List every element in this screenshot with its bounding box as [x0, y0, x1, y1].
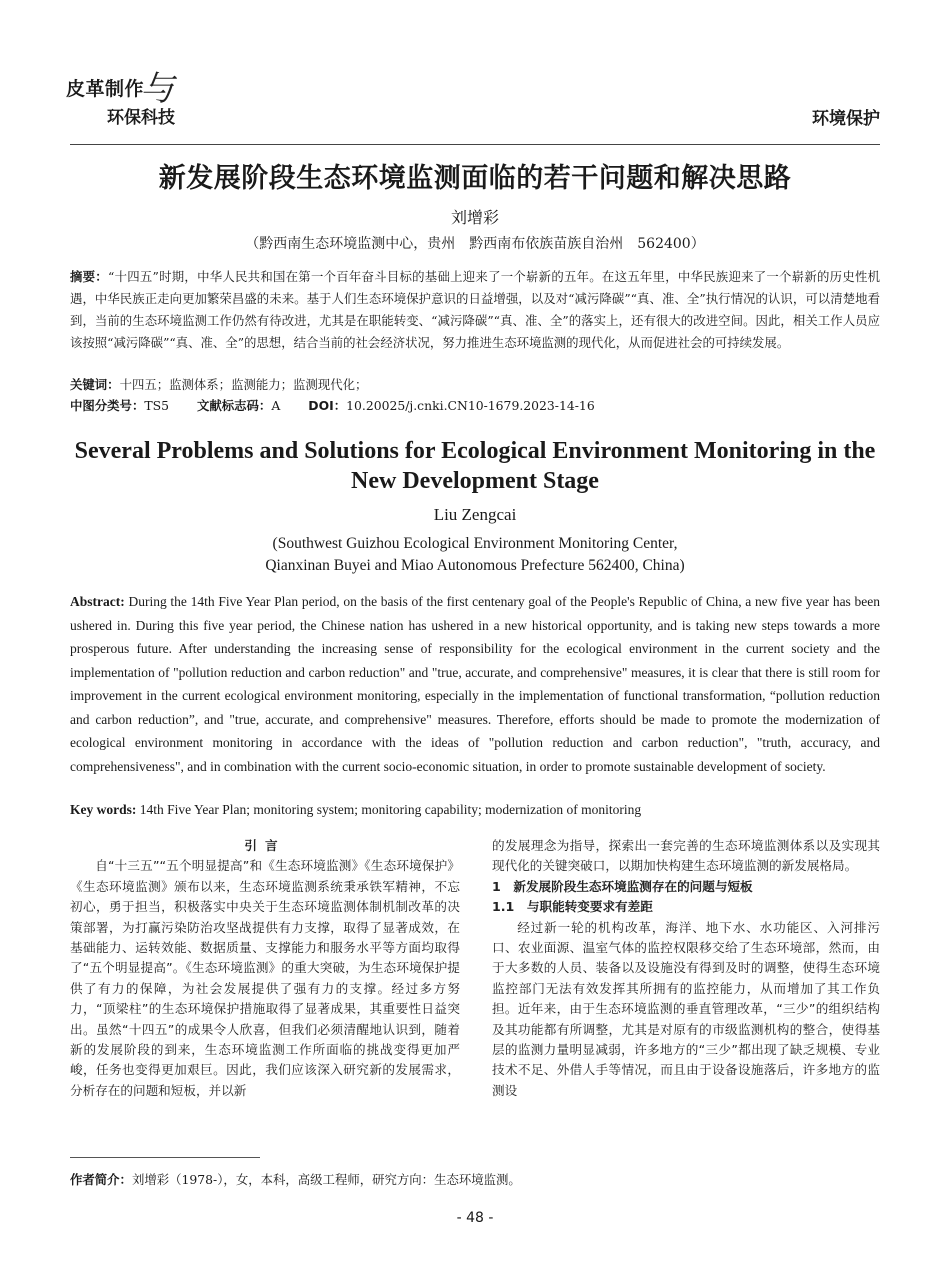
page-number: - 48 - [456, 1210, 494, 1226]
abstract-en-text: During the 14th Five Year Plan period, on the basis of the first centenary goal of the People's Republic of China, a new five year has been ushered in. During this five year period, the Chinese nation has ushered in a new historical opportunity, and is taking new steps towards a more prosperous future. After understanding the increasing sense of responsibility for the ecological environment in the current society and the implementation of "pollution reduction and carbon reduction" and "true, accurate, and comprehensive" measures, it is clear that there is still room for improvement in the current ecological environment monitoring, especially in the implementation of functional transformation, “pollution reduction and carbon reduction”, and "true, accurate, and comprehensive" measures. Therefore, efforts should be made to promote the modernization of ecological environment monitoring in accordance with the ideas of "pollution reduction and carbon reduction", "truth, accuracy, and comprehensiveness", and in combination with the current socio-economic situation, in order to promote sustainable development of society. [70, 594, 881, 774]
header-divider [70, 144, 880, 145]
footnote-text: 刘增彩（1978-），女，本科，高级工程师，研究方向：生态环境监测。 [131, 1172, 521, 1187]
section-1-1-heading: 1.1 与职能转变要求有差距 [492, 899, 653, 915]
journal-brand-line1: 皮革制作 [66, 78, 145, 100]
abstract-en [70, 590, 880, 778]
doc-code-label: 文献标志码： [196, 398, 272, 413]
keywords-cn [70, 375, 880, 395]
affiliation-en [70, 533, 880, 577]
intro-continuation: 的发展理念为指导，探索出一套完善的生态环境监测体系以及实现其现代化的关键突破口，以期加快构建生态环境监测的新发展格局。 [492, 838, 880, 874]
doc-code-value: A [271, 398, 281, 413]
body-column-left [70, 836, 460, 1101]
keywords-en [70, 800, 880, 820]
section-label: 环境保护 [812, 109, 880, 129]
journal-brand-line2: 环保科技 [107, 108, 175, 128]
clc-value: TS5 [144, 398, 169, 413]
keywords-cn-label: 关键词： [70, 377, 120, 392]
body-column-right [492, 836, 880, 1101]
abstract-en-label: Abstract: [70, 594, 125, 609]
section-1-heading: 1 新发展阶段生态环境监测存在的问题与短板 [492, 878, 753, 894]
journal-logo-icon: 与 [140, 69, 174, 109]
author-footnote [70, 1170, 880, 1190]
author-cn: 刘增彩 [450, 208, 499, 227]
author-en: Liu Zengcai [433, 505, 517, 524]
footnote-divider [70, 1157, 260, 1158]
doi-value[interactable]: 10.20025/j.cnki.CN10-1679.2023-14-16 [346, 398, 595, 413]
keywords-en-text: 14th Five Year Plan; monitoring system; monitoring capability; modernization of monitoring [139, 802, 642, 817]
abstract-cn-text: “十四五”时期，中华人民共和国在第一个百年奋斗目标的基础上迎来了一个崭新的五年。在这五年里，中华民族迎来了一个崭新的历史性机遇，中华民族正走向更加繁荣昌盛的未来。基于人们生态环境保护意识的日益增强，以及对“减污降碳”“真、准、全”执行情况的认识，可以清楚地看到，当前的生态环境监测工作仍然有待改进，尤其是在职能转变、“减污降碳”“真、准、全”的落实上，还有很大的改进空间。因此，相关工作人员应该按照“减污降碳”“真、准、全”的思想，结合当前的社会经济状况，努力推进生态环境监测的现代化，从而促进社会的可持续发展。 [70, 269, 881, 350]
doi-label: DOI： [308, 398, 347, 413]
paper-title-cn: 新发展阶段生态环境监测面临的若干问题和解决思路 [158, 163, 792, 194]
classification-line [70, 396, 880, 416]
abstract-cn-label: 摘要： [70, 269, 108, 284]
intro-paragraph: 自“十三五”“五个明显提高”和《生态环境监测》《生态环境保护》《生态环境监测》颁布以来，生态环境监测系统秉承铁军精神，不忘初心，勇于担当，积极落实中央关于生态环境监测体制机制改革的决策部署，为打赢污染防治攻坚战提供有力支撑，取得了显著成效，在基础能力、运转效能、数据质量、支撑能力和服务水平等方面均取得了“五个明显提高”。《生态环境监测》的重大突破，为生态环境保护提供了有力的保障，为社会发展提供了强有力的支撑。经过多方努力，“顶梁柱”的生态环境保护措施取得了显著成果，其重要性日益突出。虽然“十四五”的成果令人欣喜，但我们必须清醒地认识到，随着新的发展阶段的到来，生态环境监测工作所面临的挑战变得更加严峻，任务也变得更加艰巨。因此，我们应该深入研究新的发展需求，分析存在的问题和短板，并以新 [70, 858, 460, 1098]
affiliation-cn: （黔西南生态环境监测中心，贵州 黔西南布依族苗族自治州 562400） [245, 236, 705, 252]
affiliation-en-line1: (Southwest Guizhou Ecological Environment Monitoring Center, [272, 535, 678, 552]
keywords-cn-text: 十四五；监测体系；监测能力；监测现代化； [119, 377, 368, 392]
affiliation-en-line2: Qianxinan Buyei and Miao Autonomous Prefecture 562400, China) [265, 557, 685, 574]
keywords-en-label: Key words: [70, 802, 137, 817]
footnote-label: 作者简介： [70, 1172, 132, 1187]
abstract-cn [70, 266, 880, 354]
section-1-1-paragraph: 经过新一轮的机构改革，海洋、地下水、水功能区、入河排污口、农业面源、温室气体的监控权限移交给了生态环境部，然而，由于大多数的人员、装备以及设施没有得到及时的调整，使得生态环境监控部门无法有效发挥其所拥有的监控能力，从而增加了其工作负担。近年来，由于生态环境监测的垂直管理改革，“三少”的组织结构及其功能都有所调整，尤其是对原有的市级监测机构的整合，使得基层的监测力量明显减弱，许多地方的“三少”都出现了缺乏规模、专业技术不足、外借人手等情况，而且由于设备设施落后，许多地方的监测设 [492, 919, 880, 1098]
paper-title-en: Several Problems and Solutions for Ecological Environment Monitoring in the New Development Stage [74, 438, 876, 494]
clc-label: 中图分类号： [70, 398, 145, 413]
intro-heading: 引言 [244, 838, 286, 853]
